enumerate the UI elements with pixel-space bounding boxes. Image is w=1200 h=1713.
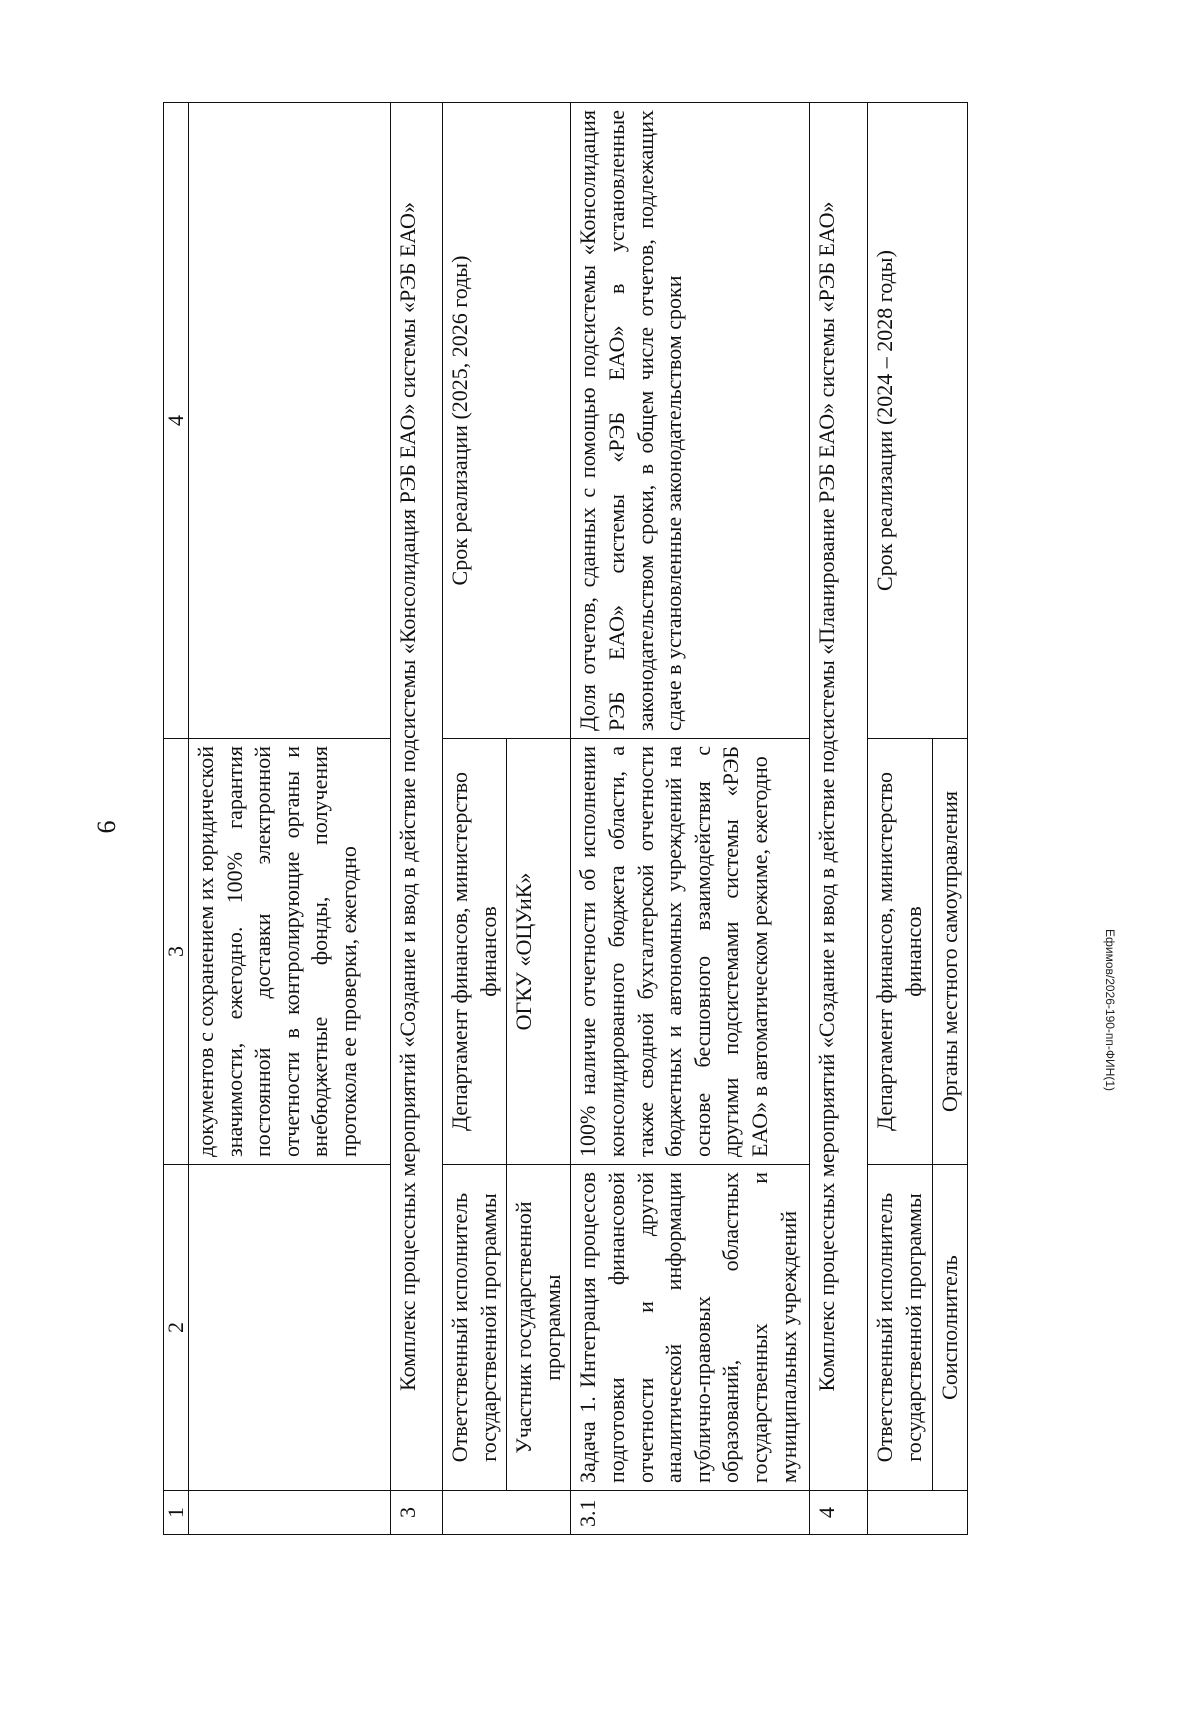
complex3-part-value: ОГКУ «ОЦУиК» xyxy=(507,739,571,1165)
header-row xyxy=(164,103,189,1535)
page-number: 6 xyxy=(92,820,121,834)
complex3-resp-value: Департамент финансов, министерство финансов xyxy=(443,739,507,1165)
continued-row xyxy=(189,103,391,1535)
complex4-resp-row xyxy=(868,103,932,1535)
task31-task: Задача 1. Интеграция процессов подготовки финансовой отчетности и другой аналитической информации публично-правовых образований, областных государственных и муниципальных учреждений xyxy=(571,1165,810,1491)
program-table xyxy=(163,102,968,1535)
complex3-num: 3 xyxy=(391,1491,443,1535)
complex3-title-row xyxy=(391,103,443,1535)
complex4-resp-label: Ответственный исполнитель государственной программы xyxy=(868,1165,932,1491)
complex4-num: 4 xyxy=(810,1491,868,1535)
task31-row xyxy=(571,103,810,1535)
header-cell-3: 3 xyxy=(164,739,189,1165)
header-cell-1: 1 xyxy=(164,1491,189,1535)
task31-indicator: Доля отчетов, сданных с помощью подсистемы «Консолидация РЭБ ЕАО» системы «РЭБ ЕАО» в установленные законодательством сроки, в общем числе отчетов, подлежащих сдаче в установленные законодательством сроки xyxy=(571,103,810,739)
header-cell-4: 4 xyxy=(164,103,189,739)
task31-result: 100% наличие отчетности об исполнении консолидированного бюджета области, а также сводной бухгалтерской отчетности бюджетных и автономных учреждений на основе бесшовного взаимодействия с другими подсистемами системы «РЭБ ЕАО» в автоматическом режиме, ежегодно xyxy=(571,739,810,1165)
header-cell-2: 2 xyxy=(164,1165,189,1491)
footer-doc-id: Ефимов/2026-190-пп-ФИН(1) xyxy=(1103,929,1117,1091)
task31-num: 3.1 xyxy=(571,1491,810,1535)
complex3-resp-label: Ответственный исполнитель государственной программы xyxy=(443,1165,507,1491)
complex4-co-label: Соисполнитель xyxy=(932,1165,968,1491)
complex3-resp-row xyxy=(443,103,507,1535)
complex4-co-value: Органы местного самоуправления xyxy=(932,739,967,1164)
complex3-term: Срок реализации (2025, 2026 годы) xyxy=(443,103,571,739)
complex3-part-label: Участник государственной программы xyxy=(507,1165,571,1491)
rotated-table-wrapper xyxy=(163,103,1006,1535)
complex4-title-row xyxy=(810,103,868,1535)
complex4-term: Срок реализации (2024 – 2028 годы) xyxy=(868,103,968,739)
continued-result: документов с сохранением их юридической значимости, ежегодно. 100% гарантия постоянной доставки электронной отчетности в контролирующие органы и внебюджетные фонды, получения протокола ее проверки, ежегодно xyxy=(189,739,391,1165)
complex4-resp-value: Департамент финансов, министерство финансов xyxy=(872,772,926,1132)
complex4-title: Комплекс процессных мероприятий «Создание и ввод в действие подсистемы «Планирование РЭБ ЕАО» системы «РЭБ ЕАО» xyxy=(810,103,868,1491)
complex3-title: Комплекс процессных мероприятий «Создание и ввод в действие подсистемы «Консолидация РЭБ ЕАО» системы «РЭБ ЕАО» xyxy=(391,103,443,1491)
